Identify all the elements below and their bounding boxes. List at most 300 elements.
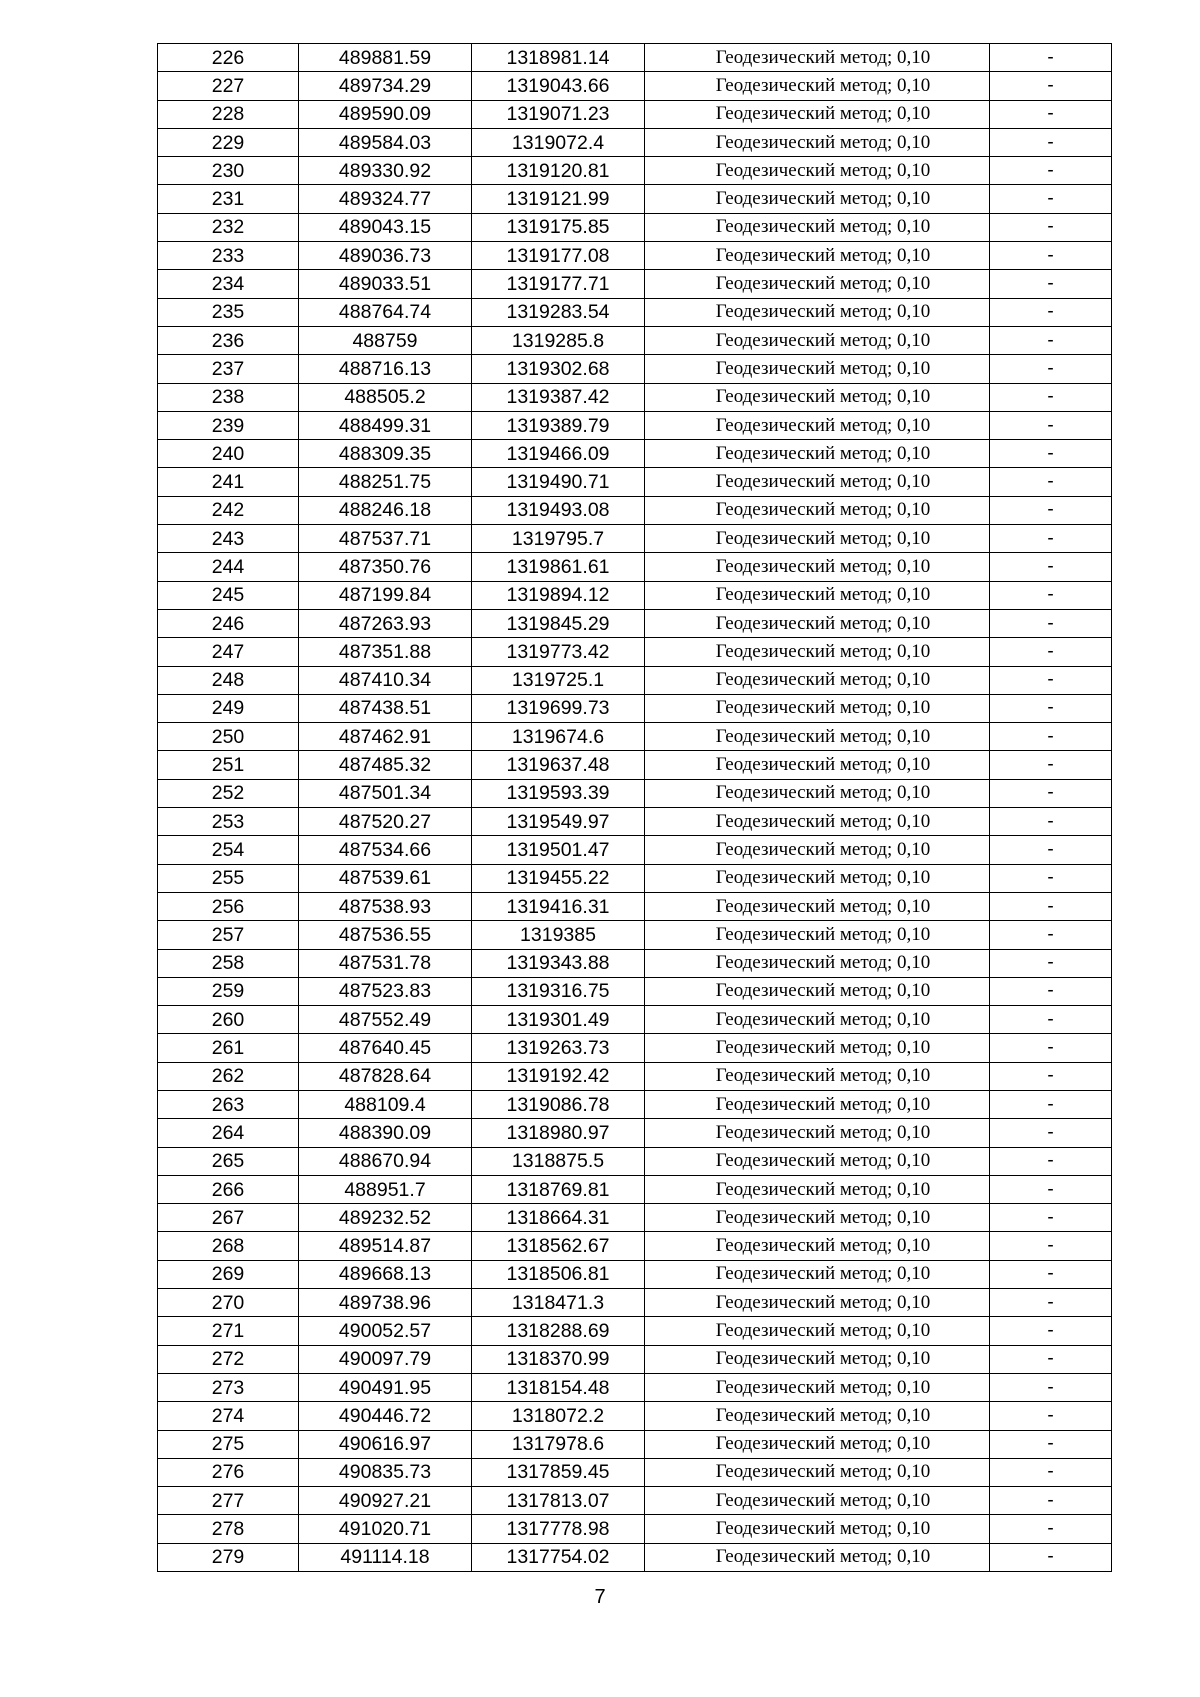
y-coordinate-cell: 1318875.5 [472, 1147, 645, 1175]
note-cell: - [990, 1232, 1112, 1260]
point-number-cell: 227 [158, 72, 299, 100]
x-coordinate-cell: 488716.13 [299, 355, 472, 383]
point-number-cell: 226 [158, 44, 299, 72]
note-cell: - [990, 1430, 1112, 1458]
y-coordinate-cell: 1317778.98 [472, 1515, 645, 1543]
point-number-cell: 270 [158, 1289, 299, 1317]
note-cell: - [990, 553, 1112, 581]
y-coordinate-cell: 1318154.48 [472, 1373, 645, 1401]
table-row [158, 553, 1112, 581]
table-row [158, 525, 1112, 553]
table-row [158, 1345, 1112, 1373]
point-number-cell: 248 [158, 666, 299, 694]
point-number-cell: 264 [158, 1119, 299, 1147]
table-row [158, 808, 1112, 836]
x-coordinate-cell: 487640.45 [299, 1034, 472, 1062]
y-coordinate-cell: 1319177.08 [472, 242, 645, 270]
note-cell: - [990, 949, 1112, 977]
coordinates-table [157, 43, 1112, 1572]
method-cell: Геодезический метод; 0,10 [645, 1515, 990, 1543]
point-number-cell: 271 [158, 1317, 299, 1345]
y-coordinate-cell: 1319490.71 [472, 468, 645, 496]
method-cell: Геодезический метод; 0,10 [645, 326, 990, 354]
note-cell: - [990, 609, 1112, 637]
x-coordinate-cell: 489734.29 [299, 72, 472, 100]
note-cell: - [990, 1147, 1112, 1175]
method-cell: Геодезический метод; 0,10 [645, 270, 990, 298]
table-row [158, 1487, 1112, 1515]
method-cell: Геодезический метод; 0,10 [645, 1543, 990, 1571]
x-coordinate-cell: 488390.09 [299, 1119, 472, 1147]
point-number-cell: 273 [158, 1373, 299, 1401]
method-cell: Геодезический метод; 0,10 [645, 694, 990, 722]
point-number-cell: 237 [158, 355, 299, 383]
note-cell: - [990, 411, 1112, 439]
method-cell: Геодезический метод; 0,10 [645, 666, 990, 694]
x-coordinate-cell: 490616.97 [299, 1430, 472, 1458]
table-row [158, 411, 1112, 439]
y-coordinate-cell: 1318471.3 [472, 1289, 645, 1317]
note-cell: - [990, 44, 1112, 72]
note-cell: - [990, 525, 1112, 553]
point-number-cell: 269 [158, 1260, 299, 1288]
point-number-cell: 275 [158, 1430, 299, 1458]
method-cell: Геодезический метод; 0,10 [645, 1204, 990, 1232]
point-number-cell: 229 [158, 128, 299, 156]
method-cell: Геодезический метод; 0,10 [645, 1373, 990, 1401]
y-coordinate-cell: 1317859.45 [472, 1458, 645, 1486]
note-cell: - [990, 128, 1112, 156]
x-coordinate-cell: 490927.21 [299, 1487, 472, 1515]
x-coordinate-cell: 488499.31 [299, 411, 472, 439]
point-number-cell: 245 [158, 581, 299, 609]
method-cell: Геодезический метод; 0,10 [645, 100, 990, 128]
x-coordinate-cell: 489330.92 [299, 157, 472, 185]
table-row [158, 185, 1112, 213]
table-row [158, 1458, 1112, 1486]
note-cell: - [990, 864, 1112, 892]
note-cell: - [990, 213, 1112, 241]
y-coordinate-cell: 1319501.47 [472, 836, 645, 864]
method-cell: Геодезический метод; 0,10 [645, 638, 990, 666]
note-cell: - [990, 921, 1112, 949]
table-row [158, 638, 1112, 666]
point-number-cell: 243 [158, 525, 299, 553]
x-coordinate-cell: 489232.52 [299, 1204, 472, 1232]
y-coordinate-cell: 1319894.12 [472, 581, 645, 609]
method-cell: Геодезический метод; 0,10 [645, 1345, 990, 1373]
method-cell: Геодезический метод; 0,10 [645, 1289, 990, 1317]
y-coordinate-cell: 1319316.75 [472, 977, 645, 1005]
point-number-cell: 272 [158, 1345, 299, 1373]
method-cell: Геодезический метод; 0,10 [645, 1430, 990, 1458]
y-coordinate-cell: 1319593.39 [472, 779, 645, 807]
y-coordinate-cell: 1319795.7 [472, 525, 645, 553]
y-coordinate-cell: 1319385 [472, 921, 645, 949]
method-cell: Геодезический метод; 0,10 [645, 157, 990, 185]
method-cell: Геодезический метод; 0,10 [645, 1317, 990, 1345]
note-cell: - [990, 1204, 1112, 1232]
x-coordinate-cell: 487531.78 [299, 949, 472, 977]
table-row [158, 1260, 1112, 1288]
x-coordinate-cell: 487199.84 [299, 581, 472, 609]
x-coordinate-cell: 489738.96 [299, 1289, 472, 1317]
note-cell: - [990, 779, 1112, 807]
note-cell: - [990, 977, 1112, 1005]
table-row [158, 949, 1112, 977]
table-row [158, 128, 1112, 156]
note-cell: - [990, 638, 1112, 666]
x-coordinate-cell: 491114.18 [299, 1543, 472, 1571]
method-cell: Геодезический метод; 0,10 [645, 411, 990, 439]
x-coordinate-cell: 489881.59 [299, 44, 472, 72]
method-cell: Геодезический метод; 0,10 [645, 1260, 990, 1288]
note-cell: - [990, 157, 1112, 185]
point-number-cell: 254 [158, 836, 299, 864]
point-number-cell: 259 [158, 977, 299, 1005]
x-coordinate-cell: 488309.35 [299, 440, 472, 468]
table-row [158, 666, 1112, 694]
point-number-cell: 258 [158, 949, 299, 977]
point-number-cell: 260 [158, 1006, 299, 1034]
point-number-cell: 252 [158, 779, 299, 807]
y-coordinate-cell: 1319725.1 [472, 666, 645, 694]
table-row [158, 1373, 1112, 1401]
table-row [158, 977, 1112, 1005]
x-coordinate-cell: 487485.32 [299, 751, 472, 779]
method-cell: Геодезический метод; 0,10 [645, 723, 990, 751]
x-coordinate-cell: 489036.73 [299, 242, 472, 270]
method-cell: Геодезический метод; 0,10 [645, 1458, 990, 1486]
table-row [158, 779, 1112, 807]
method-cell: Геодезический метод; 0,10 [645, 1062, 990, 1090]
point-number-cell: 249 [158, 694, 299, 722]
point-number-cell: 231 [158, 185, 299, 213]
method-cell: Геодезический метод; 0,10 [645, 949, 990, 977]
x-coordinate-cell: 488251.75 [299, 468, 472, 496]
x-coordinate-cell: 490835.73 [299, 1458, 472, 1486]
table-row [158, 1430, 1112, 1458]
note-cell: - [990, 1458, 1112, 1486]
note-cell: - [990, 72, 1112, 100]
note-cell: - [990, 808, 1112, 836]
y-coordinate-cell: 1319302.68 [472, 355, 645, 383]
y-coordinate-cell: 1319120.81 [472, 157, 645, 185]
x-coordinate-cell: 487539.61 [299, 864, 472, 892]
method-cell: Геодезический метод; 0,10 [645, 383, 990, 411]
method-cell: Геодезический метод; 0,10 [645, 1119, 990, 1147]
x-coordinate-cell: 488246.18 [299, 496, 472, 524]
method-cell: Геодезический метод; 0,10 [645, 553, 990, 581]
point-number-cell: 277 [158, 1487, 299, 1515]
table-row [158, 270, 1112, 298]
y-coordinate-cell: 1319389.79 [472, 411, 645, 439]
method-cell: Геодезический метод; 0,10 [645, 1006, 990, 1034]
y-coordinate-cell: 1319637.48 [472, 751, 645, 779]
note-cell: - [990, 242, 1112, 270]
method-cell: Геодезический метод; 0,10 [645, 921, 990, 949]
y-coordinate-cell: 1318370.99 [472, 1345, 645, 1373]
note-cell: - [990, 751, 1112, 779]
table-row [158, 864, 1112, 892]
y-coordinate-cell: 1319493.08 [472, 496, 645, 524]
coordinates-table-body [158, 44, 1112, 1572]
table-row [158, 298, 1112, 326]
table-row [158, 1402, 1112, 1430]
y-coordinate-cell: 1319086.78 [472, 1090, 645, 1118]
point-number-cell: 242 [158, 496, 299, 524]
point-number-cell: 230 [158, 157, 299, 185]
x-coordinate-cell: 487351.88 [299, 638, 472, 666]
y-coordinate-cell: 1318072.2 [472, 1402, 645, 1430]
method-cell: Геодезический метод; 0,10 [645, 128, 990, 156]
note-cell: - [990, 836, 1112, 864]
y-coordinate-cell: 1319861.61 [472, 553, 645, 581]
x-coordinate-cell: 487410.34 [299, 666, 472, 694]
note-cell: - [990, 1317, 1112, 1345]
note-cell: - [990, 1062, 1112, 1090]
y-coordinate-cell: 1318980.97 [472, 1119, 645, 1147]
point-number-cell: 266 [158, 1175, 299, 1203]
x-coordinate-cell: 488764.74 [299, 298, 472, 326]
table-row [158, 892, 1112, 920]
y-coordinate-cell: 1318769.81 [472, 1175, 645, 1203]
point-number-cell: 228 [158, 100, 299, 128]
point-number-cell: 279 [158, 1543, 299, 1571]
table-row [158, 1147, 1112, 1175]
note-cell: - [990, 496, 1112, 524]
table-row [158, 1006, 1112, 1034]
method-cell: Геодезический метод; 0,10 [645, 779, 990, 807]
x-coordinate-cell: 489584.03 [299, 128, 472, 156]
point-number-cell: 238 [158, 383, 299, 411]
y-coordinate-cell: 1319283.54 [472, 298, 645, 326]
y-coordinate-cell: 1319466.09 [472, 440, 645, 468]
table-row [158, 72, 1112, 100]
method-cell: Геодезический метод; 0,10 [645, 864, 990, 892]
note-cell: - [990, 326, 1112, 354]
table-row [158, 751, 1112, 779]
table-row [158, 1090, 1112, 1118]
point-number-cell: 234 [158, 270, 299, 298]
y-coordinate-cell: 1319387.42 [472, 383, 645, 411]
point-number-cell: 240 [158, 440, 299, 468]
point-number-cell: 276 [158, 1458, 299, 1486]
page-number: 7 [594, 1586, 606, 1608]
x-coordinate-cell: 487523.83 [299, 977, 472, 1005]
y-coordinate-cell: 1319301.49 [472, 1006, 645, 1034]
method-cell: Геодезический метод; 0,10 [645, 355, 990, 383]
y-coordinate-cell: 1317754.02 [472, 1543, 645, 1571]
y-coordinate-cell: 1318562.67 [472, 1232, 645, 1260]
y-coordinate-cell: 1319072.4 [472, 128, 645, 156]
table-row [158, 609, 1112, 637]
method-cell: Геодезический метод; 0,10 [645, 525, 990, 553]
point-number-cell: 232 [158, 213, 299, 241]
method-cell: Геодезический метод; 0,10 [645, 609, 990, 637]
method-cell: Геодезический метод; 0,10 [645, 298, 990, 326]
y-coordinate-cell: 1319773.42 [472, 638, 645, 666]
method-cell: Геодезический метод; 0,10 [645, 72, 990, 100]
note-cell: - [990, 100, 1112, 128]
point-number-cell: 244 [158, 553, 299, 581]
x-coordinate-cell: 488505.2 [299, 383, 472, 411]
point-number-cell: 239 [158, 411, 299, 439]
method-cell: Геодезический метод; 0,10 [645, 1147, 990, 1175]
y-coordinate-cell: 1319263.73 [472, 1034, 645, 1062]
point-number-cell: 274 [158, 1402, 299, 1430]
table-row [158, 694, 1112, 722]
note-cell: - [990, 383, 1112, 411]
table-row [158, 383, 1112, 411]
method-cell: Геодезический метод; 0,10 [645, 977, 990, 1005]
note-cell: - [990, 468, 1112, 496]
y-coordinate-cell: 1318981.14 [472, 44, 645, 72]
method-cell: Геодезический метод; 0,10 [645, 1034, 990, 1062]
table-row [158, 157, 1112, 185]
method-cell: Геодезический метод; 0,10 [645, 440, 990, 468]
note-cell: - [990, 1402, 1112, 1430]
table-row [158, 723, 1112, 751]
x-coordinate-cell: 489514.87 [299, 1232, 472, 1260]
y-coordinate-cell: 1319175.85 [472, 213, 645, 241]
table-row [158, 1317, 1112, 1345]
point-number-cell: 261 [158, 1034, 299, 1062]
y-coordinate-cell: 1319455.22 [472, 864, 645, 892]
method-cell: Геодезический метод; 0,10 [645, 185, 990, 213]
x-coordinate-cell: 487538.93 [299, 892, 472, 920]
table-row [158, 1034, 1112, 1062]
note-cell: - [990, 666, 1112, 694]
method-cell: Геодезический метод; 0,10 [645, 44, 990, 72]
note-cell: - [990, 1487, 1112, 1515]
table-row [158, 921, 1112, 949]
y-coordinate-cell: 1317978.6 [472, 1430, 645, 1458]
y-coordinate-cell: 1319845.29 [472, 609, 645, 637]
x-coordinate-cell: 487438.51 [299, 694, 472, 722]
x-coordinate-cell: 487350.76 [299, 553, 472, 581]
table-row [158, 1543, 1112, 1571]
x-coordinate-cell: 489590.09 [299, 100, 472, 128]
x-coordinate-cell: 488951.7 [299, 1175, 472, 1203]
y-coordinate-cell: 1319192.42 [472, 1062, 645, 1090]
x-coordinate-cell: 489043.15 [299, 213, 472, 241]
x-coordinate-cell: 490097.79 [299, 1345, 472, 1373]
table-row [158, 836, 1112, 864]
method-cell: Геодезический метод; 0,10 [645, 468, 990, 496]
note-cell: - [990, 185, 1112, 213]
y-coordinate-cell: 1318288.69 [472, 1317, 645, 1345]
y-coordinate-cell: 1319071.23 [472, 100, 645, 128]
table-row [158, 468, 1112, 496]
x-coordinate-cell: 489324.77 [299, 185, 472, 213]
note-cell: - [990, 1543, 1112, 1571]
table-row [158, 1232, 1112, 1260]
x-coordinate-cell: 489668.13 [299, 1260, 472, 1288]
method-cell: Геодезический метод; 0,10 [645, 1402, 990, 1430]
table-row [158, 581, 1112, 609]
note-cell: - [990, 1119, 1112, 1147]
x-coordinate-cell: 488109.4 [299, 1090, 472, 1118]
table-row [158, 213, 1112, 241]
point-number-cell: 250 [158, 723, 299, 751]
method-cell: Геодезический метод; 0,10 [645, 836, 990, 864]
point-number-cell: 251 [158, 751, 299, 779]
x-coordinate-cell: 487534.66 [299, 836, 472, 864]
note-cell: - [990, 694, 1112, 722]
x-coordinate-cell: 488759 [299, 326, 472, 354]
point-number-cell: 278 [158, 1515, 299, 1543]
note-cell: - [990, 1260, 1112, 1288]
x-coordinate-cell: 489033.51 [299, 270, 472, 298]
x-coordinate-cell: 488670.94 [299, 1147, 472, 1175]
note-cell: - [990, 581, 1112, 609]
point-number-cell: 253 [158, 808, 299, 836]
table-row [158, 1175, 1112, 1203]
y-coordinate-cell: 1317813.07 [472, 1487, 645, 1515]
point-number-cell: 256 [158, 892, 299, 920]
note-cell: - [990, 1090, 1112, 1118]
note-cell: - [990, 1175, 1112, 1203]
table-row [158, 440, 1112, 468]
method-cell: Геодезический метод; 0,10 [645, 581, 990, 609]
note-cell: - [990, 723, 1112, 751]
point-number-cell: 236 [158, 326, 299, 354]
y-coordinate-cell: 1319177.71 [472, 270, 645, 298]
y-coordinate-cell: 1319416.31 [472, 892, 645, 920]
note-cell: - [990, 892, 1112, 920]
x-coordinate-cell: 487552.49 [299, 1006, 472, 1034]
table-row [158, 355, 1112, 383]
method-cell: Геодезический метод; 0,10 [645, 808, 990, 836]
x-coordinate-cell: 487537.71 [299, 525, 472, 553]
method-cell: Геодезический метод; 0,10 [645, 1232, 990, 1260]
table-row [158, 1515, 1112, 1543]
method-cell: Геодезический метод; 0,10 [645, 213, 990, 241]
x-coordinate-cell: 490491.95 [299, 1373, 472, 1401]
note-cell: - [990, 440, 1112, 468]
note-cell: - [990, 1373, 1112, 1401]
point-number-cell: 233 [158, 242, 299, 270]
x-coordinate-cell: 490052.57 [299, 1317, 472, 1345]
method-cell: Геодезический метод; 0,10 [645, 1175, 990, 1203]
note-cell: - [990, 298, 1112, 326]
y-coordinate-cell: 1319674.6 [472, 723, 645, 751]
table-row [158, 1289, 1112, 1317]
x-coordinate-cell: 487462.91 [299, 723, 472, 751]
x-coordinate-cell: 490446.72 [299, 1402, 472, 1430]
point-number-cell: 247 [158, 638, 299, 666]
method-cell: Геодезический метод; 0,10 [645, 1487, 990, 1515]
x-coordinate-cell: 487520.27 [299, 808, 472, 836]
y-coordinate-cell: 1318664.31 [472, 1204, 645, 1232]
table-row [158, 1204, 1112, 1232]
point-number-cell: 246 [158, 609, 299, 637]
point-number-cell: 268 [158, 1232, 299, 1260]
method-cell: Геодезический метод; 0,10 [645, 1090, 990, 1118]
table-row [158, 1119, 1112, 1147]
point-number-cell: 267 [158, 1204, 299, 1232]
method-cell: Геодезический метод; 0,10 [645, 242, 990, 270]
note-cell: - [990, 1034, 1112, 1062]
y-coordinate-cell: 1319549.97 [472, 808, 645, 836]
point-number-cell: 263 [158, 1090, 299, 1118]
note-cell: - [990, 1006, 1112, 1034]
table-row [158, 100, 1112, 128]
point-number-cell: 265 [158, 1147, 299, 1175]
method-cell: Геодезический метод; 0,10 [645, 751, 990, 779]
table-row [158, 242, 1112, 270]
